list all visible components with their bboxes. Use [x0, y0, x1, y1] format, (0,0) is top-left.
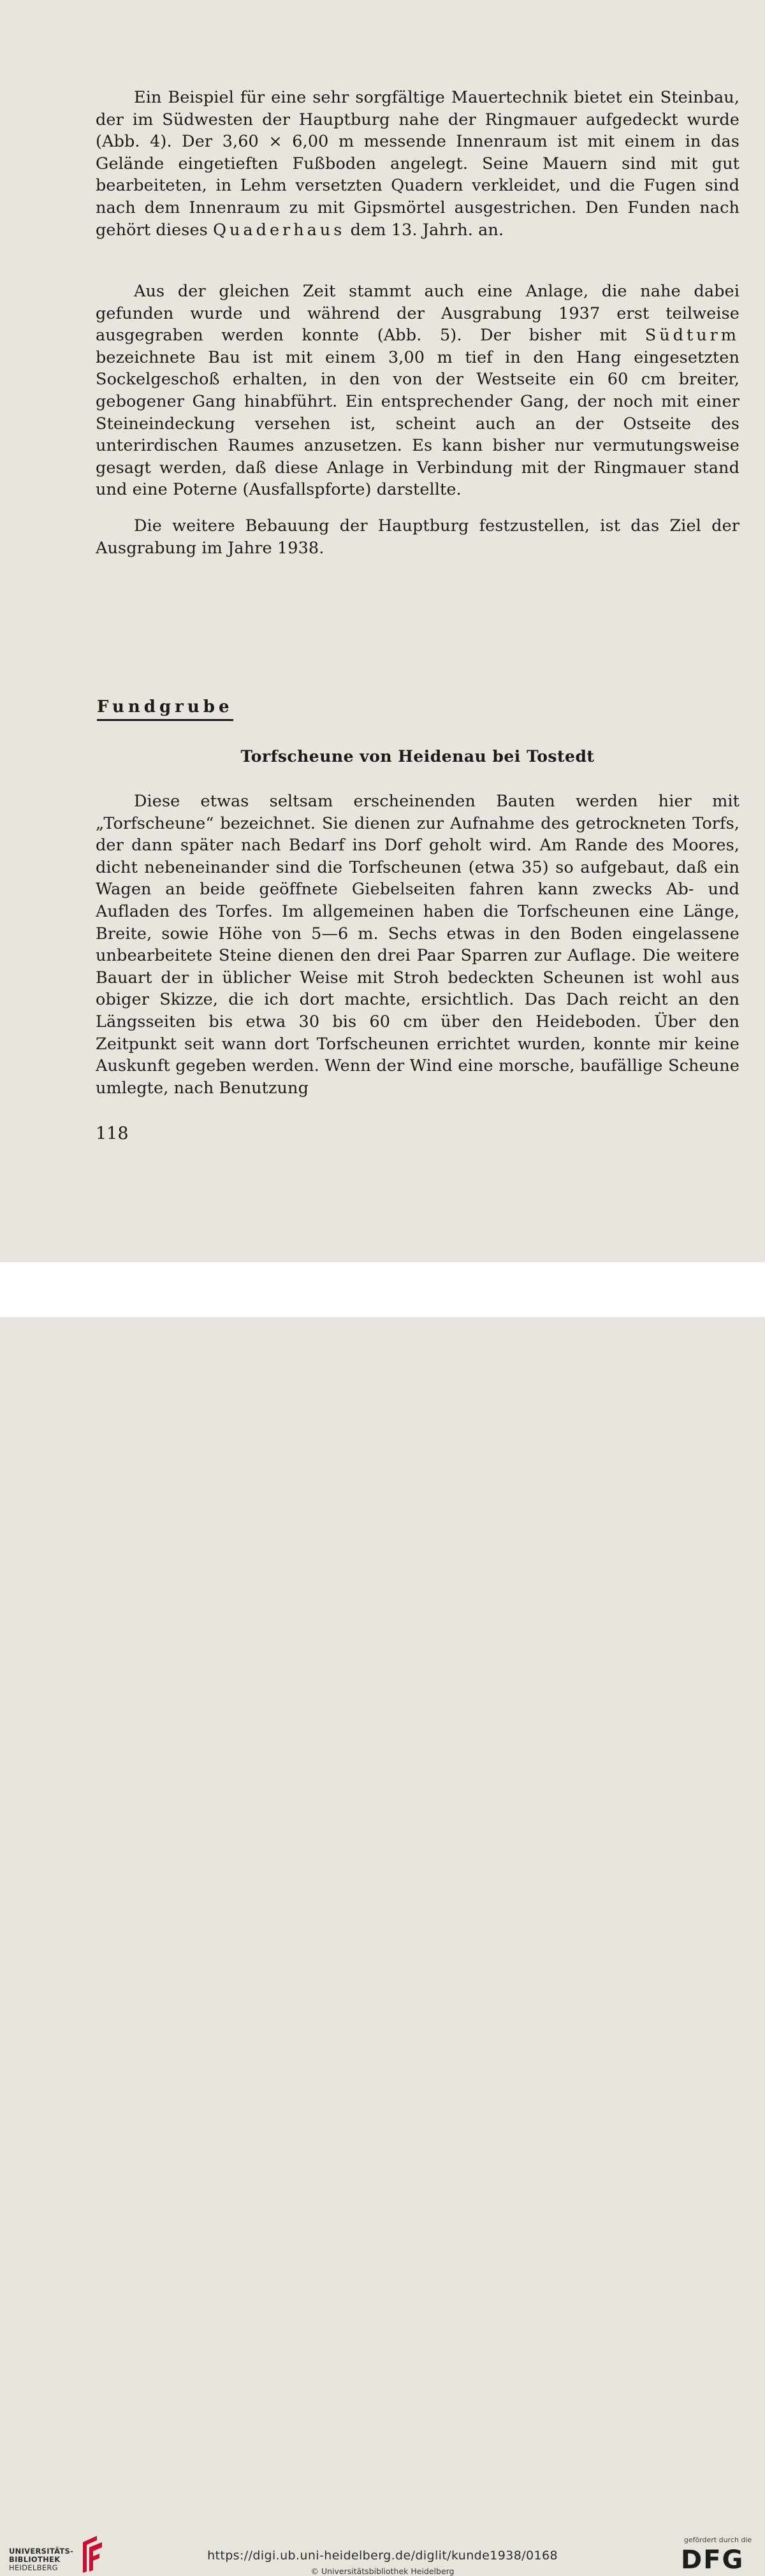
- permalink-url[interactable]: https://digi.ub.uni-heidelberg.de/diglit/kunde1938/0168: [207, 2549, 558, 2563]
- paragraph-text-end: bezeichnete Bau ist mit einem 3,00 m tief in den Hang eingesetzten Sockelgeschoß erhalten, in den von der Westseite ein 60 cm breiter, gebogener Gang hinabführt. Ein entsprechender Gang, der noch mit einer Steineindeckung versehen ist, scheint auch an der Ostseite des unterirdischen Raumes anzusetzen. Es kann bisher nur vermutungsweise gesagt werden, daß diese Anlage in Verbindung mit der Ringmauer stand und eine Poterne (Ausfallspforte) darstellte.: [96, 347, 740, 500]
- paragraph-text: Aus der gleichen Zeit stammt auch eine Anlage, die nahe dabei gefunden wurde und während der Ausgrabung 1937 erst teilweise ausgegraben werden konnte (Abb. 5). Der bisher mit: [96, 282, 740, 346]
- section-heading: Fundgrube: [97, 697, 233, 721]
- paragraph-torfscheune: [96, 790, 740, 1099]
- page-number: 118: [96, 1124, 129, 1144]
- viewer-footer: [0, 1262, 765, 2576]
- library-logo-text: [9, 2547, 73, 2572]
- paragraph-stone-building: [96, 87, 740, 241]
- spaced-term-quaderhaus: Quaderhaus: [213, 220, 346, 240]
- article-title: Torfscheune von Heidenau bei Tostedt: [240, 747, 595, 766]
- dfg-caption: gefördert durch die: [683, 2536, 752, 2544]
- library-name-line: HEIDELBERG: [9, 2563, 58, 2572]
- scanned-page: [0, 0, 765, 1262]
- library-name-line: BIBLIOTHEK: [9, 2555, 61, 2564]
- copyright-notice: © Universitätsbibliothek Heidelberg: [310, 2566, 455, 2576]
- paragraph-text-end: dem 13. Jahrh. an.: [350, 220, 504, 240]
- spaced-term-suedturm: Südturm: [645, 326, 740, 346]
- paragraph-text: Ein Beispiel für eine sehr sorgfältige Mauertechnik bietet ein Steinbau, der im Südwesten der Hauptburg nahe der Ringmauer aufgedeckt wurde (Abb. 4). Der 3,60 × 6,00 m messende Innenraum ist mit einem in das Gelände eingetieften Fußboden angelegt. Seine Mauern sind mit gut bearbeiteten, in Lehm versetzten Quadern verkleidet, und die Fugen sind nach dem Innenraum zu mit Gipsmörtel ausgestrichen. Den Funden nach gehört dieses: [96, 88, 740, 240]
- paragraph-south-tower: [96, 280, 740, 501]
- paragraph-text: Diese etwas seltsam erscheinenden Bauten werden hier mit „Torfscheune“ bezeichnet. Sie dienen zur Aufnahme des getrockneten Torfs, der dann später nach Bedarf ins Dorf geholt wird. Am Rande des Moores, dicht nebeneinander sind die Torfscheunen (etwa 35) so aufgebaut, daß ein Wagen an beide geöffnete Giebelseiten fahren kann zwecks Ab- und Aufladen des Torfes. Im allgemeinen haben die Torfscheunen eine Länge, Breite, sowie Höhe von 5—6 m. Sechs etwas in den Boden eingelassene unbearbeitete Steine dienen den drei Paar Sparren zur Auflage. Die weitere Bauart der in üblicher Weise mit Stroh bedeckten Scheunen ist wohl aus obiger Skizze, die ich dort machte, ersichtlich. Das Dach reicht an den Längsseiten bis etwa 30 bis 60 cm über den Heideboden. Über den Zeitpunkt seit wann dort Torfscheunen errichtet wurden, konnte mir keine Auskunft gegeben werden. Wenn der Wind eine morsche, baufällige Scheune umlegte, nach Benutzung: [96, 792, 740, 1098]
- library-logo-icon: [78, 2533, 106, 2575]
- dfg-logo: DFG: [681, 2545, 745, 2575]
- library-name-line: UNIVERSITÄTS-: [9, 2547, 74, 2556]
- paragraph-excavation-goal: [96, 515, 740, 559]
- paragraph-text: Die weitere Bebauung der Hauptburg festzustellen, ist das Ziel der Ausgrabung im Jahre 1938.: [96, 516, 740, 558]
